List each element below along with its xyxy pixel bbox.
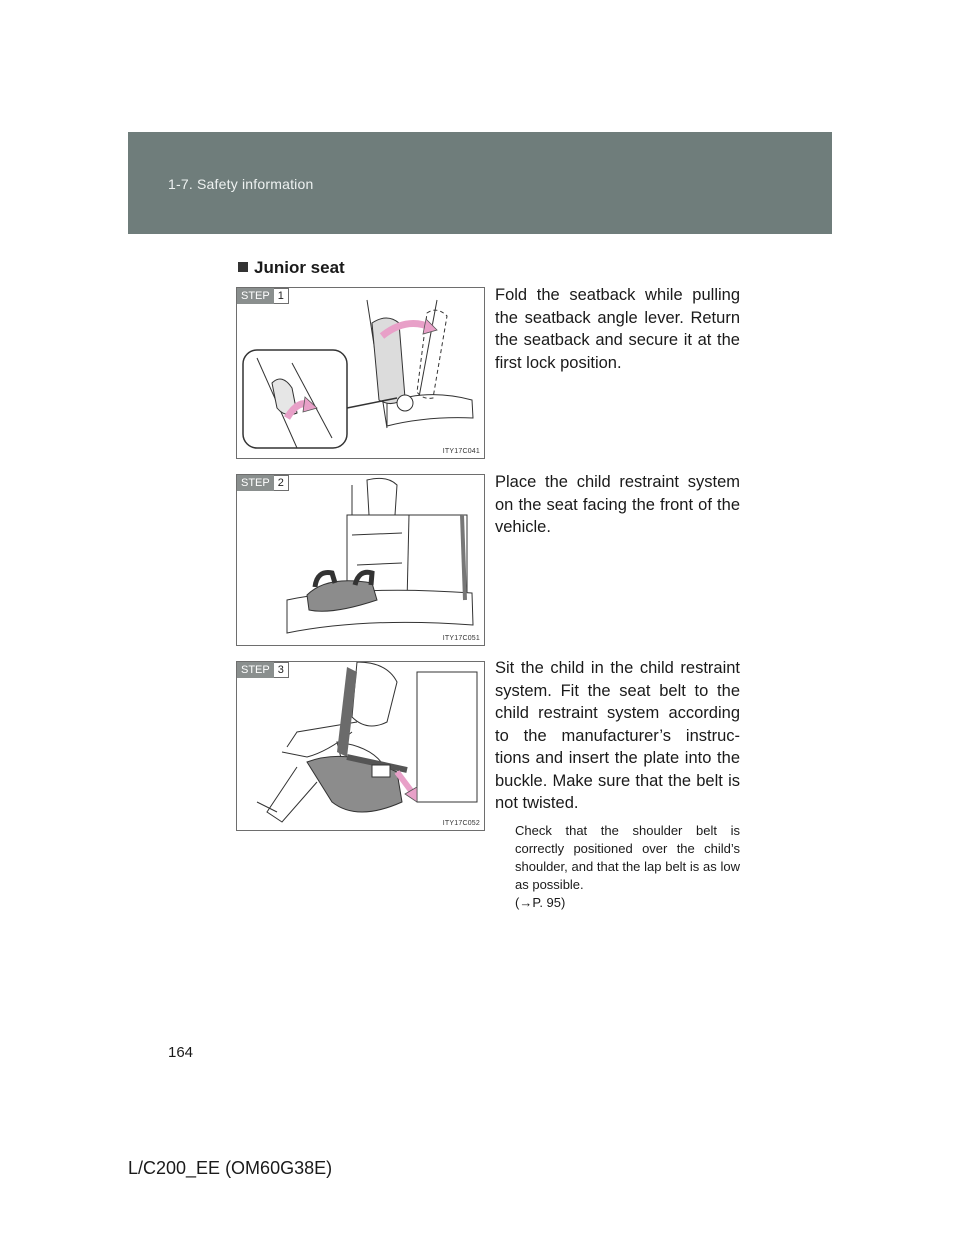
figure-code: ITY17C041 xyxy=(442,448,480,455)
seat-booster-illustration xyxy=(237,475,484,645)
step-3-text: Sit the child in the child restraint system. Fit the seat belt to the child restraint system according to the manufacturer’s instruc-tions and insert the plate into the buckle. Make sure that the belt is not twisted. xyxy=(495,659,740,812)
page-number: 164 xyxy=(168,1044,194,1061)
step-badge-label: STEP xyxy=(237,288,274,304)
step-badge-label: STEP xyxy=(237,662,274,678)
subheading-text: Junior seat xyxy=(254,258,345,277)
subheading xyxy=(238,258,345,278)
document-code: L/C200_EE (OM60G38E) xyxy=(128,1158,333,1178)
step-badge-number: 3 xyxy=(274,662,289,678)
step-1-figure xyxy=(236,287,485,459)
note-text: Check that the shoulder belt is correctly positioned over the child’s shoulder, and that the lap belt is as low as possible. xyxy=(515,823,740,892)
step-3-figure xyxy=(236,661,485,831)
figure-code: ITY17C052 xyxy=(442,820,480,827)
step-2-figure xyxy=(236,474,485,646)
step-badge xyxy=(237,662,289,678)
step-1-text: Fold the seatback while pulling the seatback angle lever. Return the seatback and secure it at the first lock position. xyxy=(495,286,740,372)
step-badge-number: 2 xyxy=(274,475,289,491)
section-title: 1-7. Safety information xyxy=(168,176,314,192)
figure-code: ITY17C051 xyxy=(442,635,480,642)
step-badge xyxy=(237,288,289,304)
step-badge-number: 1 xyxy=(274,288,289,304)
note xyxy=(515,822,740,912)
step-badge-label: STEP xyxy=(237,475,274,491)
square-bullet-icon xyxy=(238,262,248,272)
step-2-text: Place the child restraint system on the seat facing the front of the vehicle. xyxy=(495,473,740,536)
header-bar xyxy=(128,132,832,234)
child-seatbelt-illustration xyxy=(237,662,484,830)
seatback-fold-illustration xyxy=(237,288,484,458)
step-badge xyxy=(237,475,289,491)
page-reference-link[interactable]: (→P. 95) xyxy=(515,895,566,910)
